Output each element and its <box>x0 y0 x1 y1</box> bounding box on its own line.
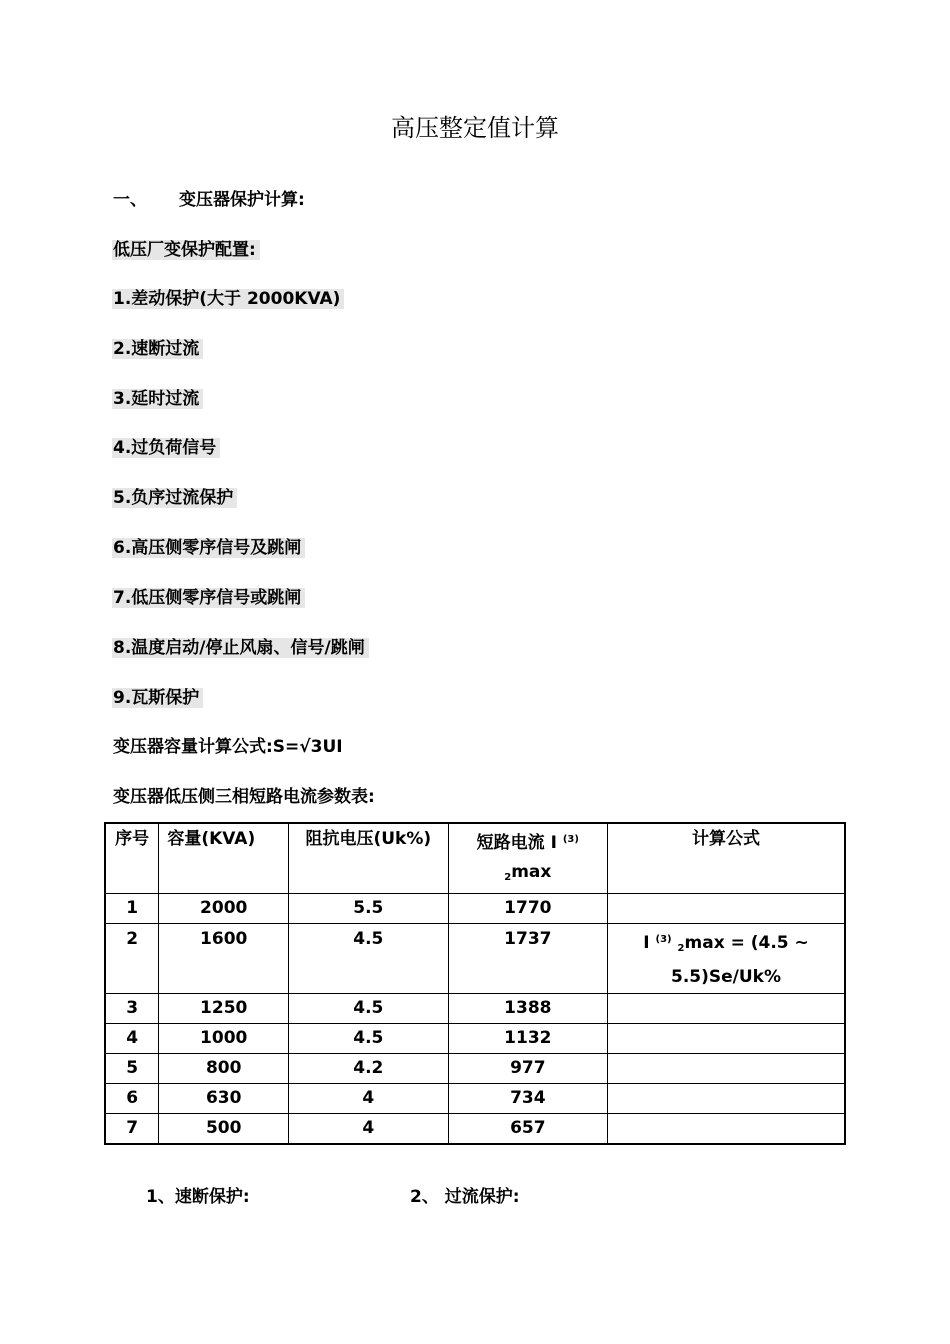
cell-seq: 5 <box>105 1054 159 1084</box>
config-item-text: 5.负序过流保护 <box>112 488 237 508</box>
cell-formula <box>608 1024 845 1054</box>
header-formula-text: 计算公式 <box>692 829 761 849</box>
header-current-sup: (3) <box>562 834 579 845</box>
header-formula <box>608 823 845 894</box>
config-item-text: 7.低压侧零序信号或跳闸 <box>112 588 305 608</box>
formula-sub: 2 <box>677 943 685 954</box>
table-row <box>105 1054 845 1084</box>
table-row <box>105 1114 845 1145</box>
cell-capacity: 1000 <box>159 1024 289 1054</box>
config-item <box>113 387 203 411</box>
config-item <box>113 536 305 560</box>
table-row <box>105 894 845 924</box>
cell-formula <box>608 1114 845 1145</box>
cell-seq: 7 <box>105 1114 159 1145</box>
header-current-text: 短路电流 I <box>476 833 557 853</box>
config-item-text: 1.差动保护(大于 2000KVA) <box>112 289 344 309</box>
cell-seq: 1 <box>105 894 159 924</box>
params-table <box>104 822 846 1145</box>
config-item <box>113 337 203 361</box>
cell-uk: 5.5 <box>289 894 449 924</box>
cell-current: 657 <box>448 1114 607 1145</box>
header-current <box>448 823 607 894</box>
config-heading <box>113 238 260 262</box>
config-item <box>113 586 305 610</box>
cell-current: 977 <box>448 1054 607 1084</box>
cell-capacity: 500 <box>159 1114 289 1145</box>
config-item-text: 4.过负荷信号 <box>112 438 220 458</box>
config-item-text: 9.瓦斯保护 <box>112 688 203 708</box>
table-header-row <box>105 823 845 894</box>
cell-current: 1388 <box>448 994 607 1024</box>
cell-current: 1737 <box>448 924 607 994</box>
config-item <box>113 436 220 460</box>
config-item <box>113 287 344 311</box>
cell-formula <box>608 924 845 994</box>
cell-capacity: 630 <box>159 1084 289 1114</box>
cell-current: 1770 <box>448 894 607 924</box>
cell-seq: 4 <box>105 1024 159 1054</box>
header-capacity-text: 容量(KVA) <box>167 829 256 849</box>
header-current-suffix: max <box>511 862 552 882</box>
cell-uk: 4.5 <box>289 1024 449 1054</box>
config-item-text: 3.延时过流 <box>112 389 203 409</box>
table-row <box>105 1024 845 1054</box>
formula-prefix: I <box>643 933 650 953</box>
cell-capacity: 1250 <box>159 994 289 1024</box>
cell-capacity: 800 <box>159 1054 289 1084</box>
header-seq-text: 序号 <box>115 829 150 849</box>
header-impedance-text: 阻抗电压(Uk%) <box>305 829 432 849</box>
config-item <box>113 636 369 660</box>
page-title: 高压整定值计算 <box>391 114 559 142</box>
cell-uk: 4 <box>289 1114 449 1145</box>
header-impedance <box>289 823 449 894</box>
config-item-text: 2.速断过流 <box>112 339 203 359</box>
cell-current: 734 <box>448 1084 607 1114</box>
cell-formula <box>608 894 845 924</box>
table-row <box>105 1084 845 1114</box>
table-caption: 变压器低压侧三相短路电流参数表: <box>113 787 375 807</box>
cell-uk: 4 <box>289 1084 449 1114</box>
cell-capacity: 2000 <box>159 894 289 924</box>
cell-formula <box>608 1084 845 1114</box>
section-heading <box>113 188 305 212</box>
header-seq <box>105 823 159 894</box>
cell-formula <box>608 1054 845 1084</box>
config-item-text: 8.温度启动/停止风扇、信号/跳闸 <box>112 638 369 658</box>
config-item <box>113 486 237 510</box>
overcurrent-protection-heading: 2、 过流保护: <box>410 1187 520 1207</box>
section-heading-text: 变压器保护计算: <box>179 190 305 210</box>
config-heading-text: 低压厂变保护配置: <box>112 240 260 260</box>
cell-uk: 4.5 <box>289 994 449 1024</box>
formula-line2: 5.5)Se/Uk% <box>671 967 782 987</box>
cell-seq: 2 <box>105 924 159 994</box>
cell-formula <box>608 994 845 1024</box>
header-capacity <box>159 823 289 894</box>
cell-seq: 6 <box>105 1084 159 1114</box>
config-item <box>113 686 203 710</box>
cell-seq: 3 <box>105 994 159 1024</box>
header-current-sub: 2 <box>504 872 512 883</box>
formula-line1: max = (4.5 ~ <box>684 933 809 953</box>
section-number: 一、 <box>113 190 147 210</box>
quick-break-protection-heading: 1、速断保护: <box>146 1187 250 1207</box>
cell-uk: 4.2 <box>289 1054 449 1084</box>
config-item-text: 6.高压侧零序信号及跳闸 <box>112 538 305 558</box>
capacity-formula: 变压器容量计算公式:S=√3UI <box>113 737 343 757</box>
cell-current: 1132 <box>448 1024 607 1054</box>
table-row <box>105 994 845 1024</box>
cell-capacity: 1600 <box>159 924 289 994</box>
formula-sup: (3) <box>655 934 672 945</box>
cell-uk: 4.5 <box>289 924 449 994</box>
table-row <box>105 924 845 994</box>
